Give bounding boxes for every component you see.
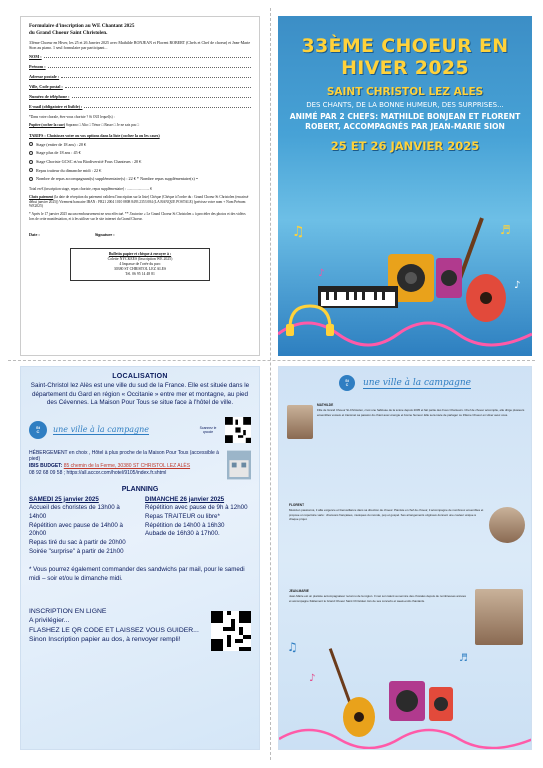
radio-button-icon[interactable]: [29, 160, 33, 164]
poster-place: SAINT CHRISTOL LEZ ALES: [326, 85, 484, 98]
planning-item: Accueil des choristes de 13h00 à 14h00: [29, 504, 120, 520]
form-field-input[interactable]: [84, 104, 251, 108]
sound-wave-icon: [278, 323, 532, 345]
bio-text: Musicien passionné, il allie exigence et bienveillance dans sa direction de choeur. Pianiste et chef de choeur, il accompagne de nombreux ensembles et propose un répertoire varié : chansons françaises, musiques du monde, pop et gospel. Ses arrangements originaux donnent une couleur unique à chaque projet.: [289, 508, 484, 521]
map-qr-code-icon[interactable]: [225, 417, 251, 443]
radio-button-icon[interactable]: [29, 151, 33, 155]
ins-line3: FLASHEZ LE QR CODE ET LAISSEZ VOUS GUIDER...: [29, 626, 199, 634]
date-label: Date :: [29, 231, 40, 237]
speaker-icon: [389, 681, 453, 721]
poster-title: 33ÈME CHOEUR EN HIVER 2025: [301, 35, 509, 79]
tarif-option[interactable]: [29, 150, 251, 156]
keyboard-icon: [318, 286, 398, 308]
poster-subtitle: DES CHANTS, DE LA BONNE HUMEUR, DES SURPRISES...: [306, 100, 504, 109]
planning-days: [29, 496, 251, 557]
svg-text:♪: ♪: [309, 673, 316, 684]
tarif-option-label: Repas traiteur du dimanche midi : 22 €: [36, 167, 102, 173]
form-field-input[interactable]: [65, 84, 251, 88]
planning-item: Répétition avec pause de 9h à 12h00: [145, 504, 248, 512]
form-fields: [29, 54, 251, 109]
payment-choice-text: (la date de réception du paiement validera l'inscription sur la liste) Chèque (Chèque à l'ordre du : Grand Choeur St Christolen (encaissé début janvier 2025)) Virement bancaire IBAN : FR21 2004 1010 0808 8493 2353 084 (LA BANQUE POSTALE) (précisez votre nom + Nom Prénom WE2025): [29, 194, 249, 209]
sign-row: [29, 232, 251, 238]
payment-address-box: [70, 248, 210, 282]
form-field-label: Numéro de téléphone :: [29, 93, 70, 99]
sandwich-note: * Vous pourrez également commander des sandwichs par mail, pour le samedi midi – soir et/ou le dimanche midi.: [29, 566, 245, 582]
planning-item: Repas tiré du sac à partir de 20h00: [29, 538, 126, 546]
online-registration: [29, 607, 251, 651]
registration-qr-code-icon[interactable]: [211, 611, 251, 651]
guitar-icon: [456, 217, 506, 322]
voice-label: Pupitre (cocher la case): [29, 123, 65, 128]
poster-hosts: ANIMÉ PAR 2 CHEFS: MATHILDE BONJEAN ET FLORENT ROBERT, ACCOMPAGNÉS PAR JEAN-MARIE SION: [289, 112, 521, 131]
lodging-line1: HÉBERGEMENT en choix , Hôtel à plus proche de la Maison Pour Tous (accessible à pied): [29, 449, 219, 463]
planning-item: Répétition avec pause de 14h00 à 20h00: [29, 521, 123, 538]
voice-options[interactable]: Soprano □ Alto □ Ténor □ Basse □ Je ne sais pas □: [65, 123, 140, 128]
radio-button-icon[interactable]: [29, 168, 33, 172]
svg-text:♪: ♪: [318, 268, 325, 279]
payment-choice: [29, 195, 251, 210]
form-field-input[interactable]: [61, 74, 251, 78]
form-title: [29, 23, 251, 37]
tarif-options: [29, 142, 251, 182]
svg-text:♫: ♫: [292, 224, 305, 240]
radio-button-icon[interactable]: [29, 177, 33, 181]
planning-item: Répétition de 14h00 à 16h30: [145, 521, 225, 529]
tarif-option[interactable]: [29, 159, 251, 165]
hotel-contact[interactable]: 08 92 68 09 58 ; https://all.accor.com/hotel/9105/index.fr.shtml: [29, 469, 167, 476]
poster-dates: 25 ET 26 JANVIER 2025: [330, 139, 480, 154]
payment-box-lines: [74, 257, 206, 278]
logo-row: [29, 414, 251, 446]
form-field-label: E-mail (obligatoire et lisible) :: [29, 103, 83, 109]
radio-button-icon[interactable]: [29, 142, 33, 146]
choir-question: *Dans votre chorale, êtes-vous choriste ? Si OUI lequel(s) :: [29, 115, 115, 120]
bio-text: Fille de Grand Choeur St-Christolen, c'est une habituée de la scène depuis 2005 et fait partie des Fous Chanteurs. Chef de choeur accomplie, elle dirige plusieurs ensembles vocaux et transmet sa passion du chant avec énergie et bonne humeur. Elle sera ravie de partager ce 33ème Choeur en Hiver avec vous.: [317, 408, 525, 417]
form-field-row: [29, 104, 251, 110]
town-slogan-logo: une ville à la campagne: [53, 424, 149, 434]
svg-text:♫: ♫: [287, 640, 298, 654]
form-field-row: [29, 74, 251, 80]
mathilde-photo: [287, 405, 313, 439]
planning-item: Repas TRAITEUR ou libre*: [145, 512, 220, 520]
tarif-option-label: Stage (entier de 18 ans) : 20 €: [36, 141, 87, 147]
svg-text:♪: ♪: [514, 280, 521, 291]
day-sunday: [145, 496, 251, 557]
bio-text: Jean-Marie est un pianiste accompagnateur reconnu de la région. Il met son talent au service des chorales depuis de nombreuses années et accompagne fidèlement le Grand Choeur Saint Christolen lors de ses concerts et week-ends chantants.: [289, 594, 466, 603]
speaker-icon: [388, 254, 462, 302]
ins-line2: A privilégier...: [29, 617, 70, 625]
day2-title: DIMANCHE 26 janvier 2025: [145, 495, 225, 503]
payment-box-line: 4 Impasse de l'orée du parc: [119, 261, 161, 266]
florent-photo: [489, 507, 525, 543]
payment-choice-label: Choix paiement: [29, 194, 54, 199]
bio-name: MATHILDE: [317, 403, 334, 407]
bio-florent: [289, 503, 485, 521]
payment-box-line: Colette NYCKEES (Inscription WE 2025): [107, 256, 173, 261]
form-field-input[interactable]: [48, 64, 251, 68]
payment-box-line: Tél. 06 95 14 48 81: [125, 272, 155, 277]
lodging-text: [29, 450, 221, 480]
form-field-input[interactable]: [44, 54, 251, 58]
sound-wave-icon: [279, 730, 532, 748]
event-poster: [278, 16, 532, 356]
tarif-option[interactable]: [29, 176, 251, 182]
bio-mathilde: [317, 403, 525, 417]
vertical-fold-line: [270, 8, 271, 760]
localisation-heading: LOCALISATION: [112, 373, 168, 380]
bio-name: JEAN-MARIE: [289, 589, 309, 593]
form-field-label: Prénom :: [29, 64, 46, 70]
scan-label: Scannez le qrcode: [199, 425, 217, 434]
bio-name: FLORENT: [289, 503, 305, 507]
info-page: [20, 366, 260, 750]
leaders-header: [279, 375, 531, 391]
form-field-row: [29, 84, 251, 90]
day1-list: [29, 504, 135, 556]
leaders-page: [278, 366, 532, 750]
localisation-text: Saint-Christol lez Alès est une ville du sud de la France. Elle est située dans le département du Gard en région « Occitanie » entre mer et montagne, au pied des Cévennes. La Maison Pour Tous se situe face à l'hôtel de ville.: [30, 382, 250, 406]
registration-form-page: [20, 16, 260, 356]
form-field-input[interactable]: [72, 94, 251, 98]
total-line: Total en € (inscription stage, repas choriste, repas supplémentaire) : ......................... €: [29, 186, 153, 191]
tarif-option-label: Stage Choriste GCSC et/ou Biodiversité Fous Chanteurs : 20 €: [36, 158, 142, 164]
lodging-address-row: [29, 463, 221, 470]
planning-item: Soirée "surprise" à partir de 21h00: [29, 547, 124, 555]
voice-row: [29, 123, 251, 128]
svg-text:♬: ♬: [500, 223, 511, 237]
form-field-row: [29, 64, 251, 70]
planning-heading: PLANNING: [121, 485, 159, 493]
day-saturday: [29, 496, 135, 557]
ins-line4: Sinon Inscription papier au dos, à renvoyer rempli!: [29, 636, 181, 644]
music-instruments-illustration: [278, 216, 532, 356]
planning-item: Aubade de 16h30 à 17h00.: [145, 530, 220, 538]
form-title-line2: du Grand Choeur Saint Christolen.: [29, 29, 108, 36]
ins-line1: INSCRIPTION EN LIGNE: [29, 607, 107, 615]
svg-text:♬: ♬: [459, 653, 468, 664]
form-field-row: [29, 94, 251, 100]
music-notes-icon: [287, 640, 468, 684]
form-field-label: NOM :: [29, 54, 42, 60]
town-logo-icon: St C: [29, 421, 47, 439]
day1-title: SAMEDI 25 janvier 2025: [29, 495, 99, 503]
tarifs-label: TARIFS : Choisissez votre ou vos options dans la liste (cocher la ou les cases): [29, 133, 160, 139]
hotel-photo: [227, 450, 251, 480]
payment-box-title: Bulletin papier et chèque à envoyer à :: [108, 251, 172, 256]
headphones-icon: [286, 306, 334, 336]
day2-list: [145, 504, 251, 539]
online-registration-text: [29, 607, 211, 651]
music-instruments-illustration: [279, 611, 532, 750]
form-field-label: Ville, Code postal :: [29, 84, 63, 90]
form-notes: * Après le 17 janvier 2025 aucun remboursement ne sera effectué. ** J'autorise « Le Grand Choeur St Christolen » à procéder des photos et des vidéos lors de cette manifestation, et à les utiliser sur le site internet du Grand Choeur.: [29, 212, 246, 222]
bio-jean-marie: [289, 589, 469, 603]
tarif-option[interactable]: [29, 142, 251, 148]
form-intro: 33ème Choeur en Hiver, les 25 et 26 Janvier 2025 avec Mathilde BONJEAN et Florent ROBERT (Chefs et Chef de choeur) et Jean-Marie Sion au piano. 1 seul formulaire par participant...: [29, 39, 251, 50]
tarif-option[interactable]: [29, 168, 251, 174]
tarif-option-label: Nombre de repas accompagnant(s) supplémentaire(s) : 22 € * Nombre repas supplémentaire(s) =: [36, 176, 199, 182]
tarif-option-label: Stage plus de 18 ans : 45 €: [36, 150, 81, 156]
hotel-name: IBIS BUDGET:: [29, 463, 63, 469]
town-logo-icon: St C: [339, 375, 355, 391]
town-slogan-logo: une ville à la campagne: [363, 377, 471, 388]
form-field-row: [29, 54, 251, 60]
lodging-info: [29, 450, 251, 480]
form-title-line1: Formulaire d'inscription au WE Chantant 2025: [29, 23, 135, 29]
signature-label: Signature :: [94, 231, 115, 237]
hotel-address[interactable]: 85 chemin de la Ferme, 30380 ST CHRISTOL LEZ ALÈS: [63, 463, 191, 469]
payment-box-line: 30380 ST CHRISTOL LEZ ALES: [113, 266, 167, 271]
form-field-label: Adresse postale :: [29, 74, 60, 80]
guitar-icon: [329, 648, 375, 737]
horizontal-fold-line: [8, 360, 535, 361]
